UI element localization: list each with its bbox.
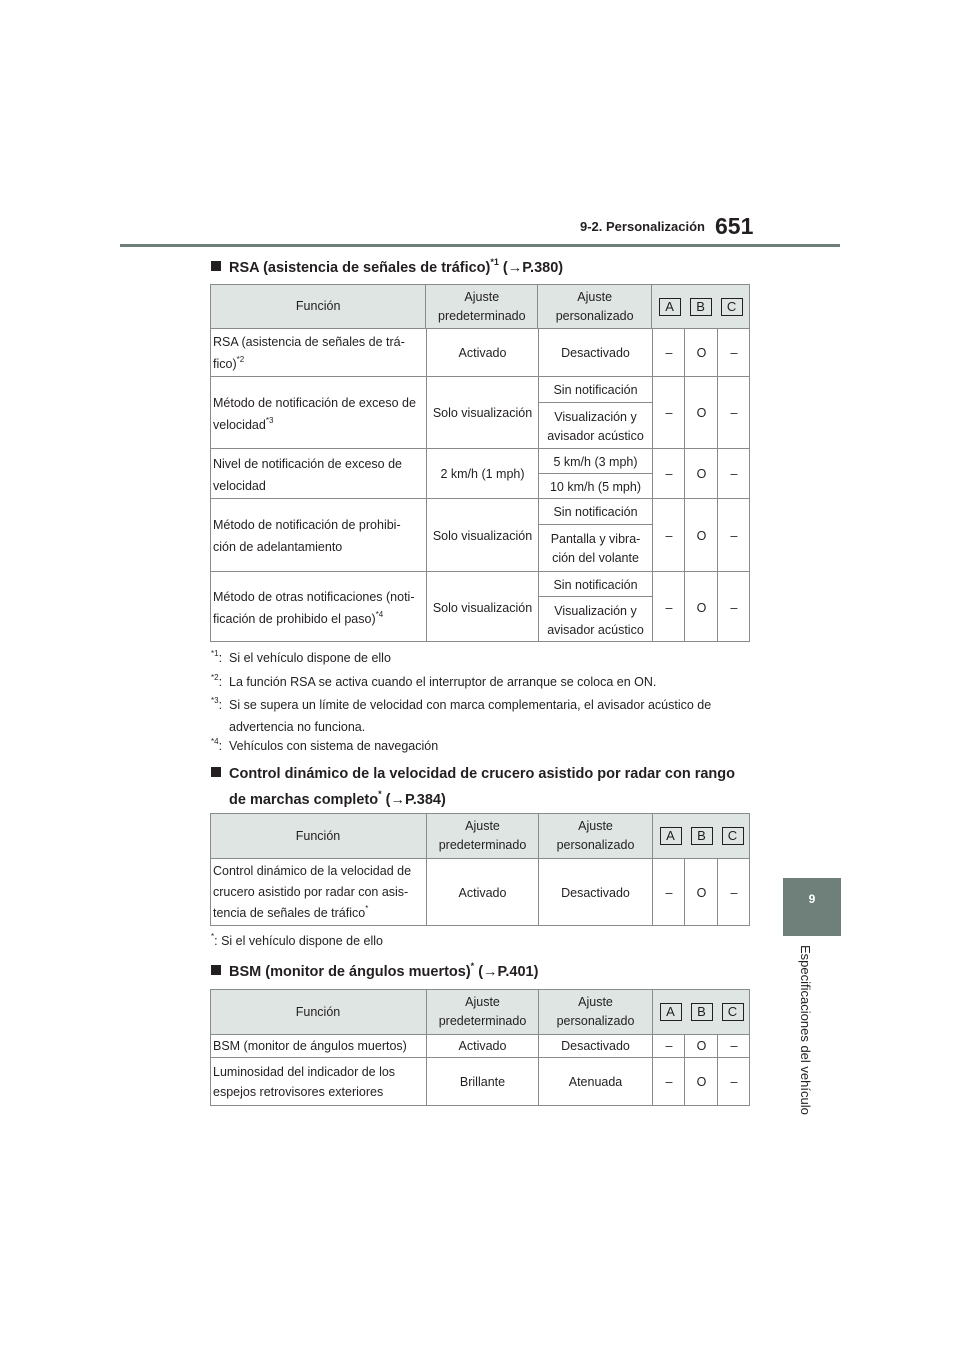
col-c: C: [721, 298, 743, 316]
footnote-text: Si se supera un límite de velocidad con marca complementaria, el avisador acústico de advertencia no funciona.: [229, 698, 712, 734]
col-c: C: [722, 827, 744, 845]
section-title: 9-2. Personalización: [580, 219, 705, 234]
acc-table: [210, 813, 750, 926]
rsa-row-func: [213, 500, 425, 572]
rsa-footnote: $^{*4}$: Vehículos con sistema de navegación: [211, 737, 741, 757]
rsa-func-text: Método de notificación de prohibi- ción de adelantamiento: [213, 518, 401, 554]
rsa-row-pers: Desactivado: [561, 345, 630, 360]
chapter-number: 9: [808, 892, 816, 906]
rsa-row-c: –: [730, 406, 738, 420]
rsa-func-text: Método de notificación de exceso de velocidad: [213, 395, 416, 432]
col-funcion: Función: [211, 285, 426, 329]
rsa-row-c: –: [730, 467, 738, 481]
rsa-row-b: O: [696, 467, 707, 481]
acc-note: *: Si el vehículo dispone de ello: [211, 932, 383, 948]
rsa-row-pred: Solo visualización: [432, 406, 533, 420]
col-a: A: [660, 827, 682, 845]
bsm-row1-func: Luminosidad del indicador de los espejos retrovisores exteriores: [213, 1065, 396, 1099]
rsa-row-pers: Pantalla y vibra- ción del volante: [550, 532, 641, 565]
col-abc: [653, 989, 750, 1034]
rsa-row-c: –: [730, 528, 738, 543]
rsa-row-c: –: [730, 345, 738, 360]
rsa-row-b: O: [696, 345, 707, 360]
bsm-row0-func: BSM (monitor de ángulos muertos): [213, 1039, 407, 1053]
rsa-row-b: O: [696, 406, 707, 420]
bsm-row1-b: O: [696, 1075, 707, 1089]
rsa-func-text: RSA (asistencia de señales de trá- fico): [213, 335, 405, 371]
col-ajuste-pers: Ajuste personalizado: [556, 818, 635, 852]
rsa-table: [210, 284, 750, 329]
page-number: 651: [715, 213, 754, 239]
col-c: C: [722, 1003, 744, 1021]
footnote-mark: *4: [211, 737, 219, 746]
bsm-heading: BSM (monitor de ángulos muertos)* (→P.401): [211, 960, 538, 984]
acc-row-pred: Activado: [458, 885, 507, 900]
acc-row-b: O: [696, 885, 707, 900]
rsa-row-c: –: [730, 600, 738, 615]
footnote-mark: *4: [375, 610, 384, 619]
col-abc: [653, 813, 750, 858]
rsa-footnote: $^{*2}$: La función RSA se activa cuando el interruptor de arranque se coloca en ON.: [211, 673, 741, 693]
acc-row-a: –: [665, 885, 673, 900]
bsm-row1-c: –: [730, 1075, 738, 1089]
rsa-row-pred: Solo visualización: [432, 528, 533, 543]
footnote-mark: *1: [211, 649, 219, 658]
rsa-row-pers: 10 km/h (5 mph): [549, 479, 641, 494]
acc-row-func: Control dinámico de la velocidad de crucero asistido por radar con asis- tencia de señales de tráfico*: [213, 864, 412, 920]
rsa-footnote: $^{*1}$: Si el vehículo dispone de ello: [211, 649, 741, 669]
rsa-row-a: –: [665, 600, 673, 615]
rsa-row-pred: Activado: [458, 345, 507, 360]
rsa-func-text: Nivel de notificación de exceso de velocidad: [213, 456, 403, 493]
table-header-row: [211, 285, 750, 329]
col-a: A: [659, 298, 681, 316]
col-ajuste-pred: Ajuste predeterminado: [438, 994, 527, 1028]
rsa-row-a: –: [665, 406, 673, 420]
bsm-row0-b: O: [696, 1039, 707, 1053]
footnote-text: La función RSA se activa cuando el interruptor de arranque se coloca en ON.: [229, 675, 657, 689]
rsa-row-pers: Visualización y avisador acústico: [547, 409, 644, 443]
bullet-square-icon: [211, 767, 221, 777]
col-abc: [652, 285, 750, 329]
col-ajuste-pers: Ajuste personalizado: [538, 285, 652, 329]
footnote-mark: *2: [236, 355, 245, 364]
footnote-mark: *3: [211, 696, 219, 705]
footnote-mark: *2: [211, 673, 219, 682]
rsa-row-pred: Solo visualización: [432, 600, 533, 615]
rsa-row-b: O: [696, 528, 707, 543]
bsm-row1-pred: Brillante: [459, 1075, 506, 1089]
bsm-table: [210, 989, 750, 1106]
rsa-row-a: –: [665, 467, 673, 481]
acc-heading: Control dinámico de la velocidad de crucero asistido por radar con rango de marchas completo* (→P.384): [211, 762, 751, 812]
bsm-row1-pers: Atenuada: [568, 1075, 623, 1089]
rsa-heading: RSA (asistencia de señales de tráfico)$^{*1}$ (→P.380): [211, 256, 563, 280]
chapter-label-text: Especificaciones del vehículo: [798, 945, 813, 1115]
acc-row-c: –: [730, 885, 738, 900]
footnote-text: Vehículos con sistema de navegación: [229, 739, 439, 753]
col-ajuste-pred: Ajuste predeterminado: [438, 818, 527, 852]
chapter-tab: [783, 878, 841, 936]
rsa-row-pers: Sin notificación: [553, 505, 638, 519]
footnote-text: Si el vehículo dispone de ello: [229, 651, 391, 665]
rsa-row-a: –: [665, 528, 673, 543]
bsm-row1-a: –: [665, 1075, 673, 1089]
rsa-row-pers: 5 km/h (3 mph): [553, 454, 638, 469]
rsa-row-a: –: [665, 345, 673, 360]
bullet-square-icon: [211, 965, 221, 975]
bsm-row0-pers: Desactivado: [561, 1039, 630, 1053]
col-b: B: [691, 1003, 713, 1021]
rsa-row-pers: Sin notificación: [553, 577, 638, 592]
rsa-func-text: Método de otras notificaciones (noti- ficación de prohibido el paso): [213, 590, 415, 626]
col-a: A: [660, 1003, 682, 1021]
bullet-square-icon: [211, 261, 221, 271]
footnote-mark: *3: [265, 415, 274, 425]
bsm-row0-pred: Activado: [458, 1039, 507, 1053]
rsa-row-pers: Sin notificación: [553, 383, 638, 397]
header-rule: [120, 244, 840, 247]
rsa-row-pred: 2 km/h (1 mph): [440, 467, 525, 481]
rsa-row-func: [213, 573, 425, 643]
acc-row-pers: Desactivado: [561, 885, 630, 900]
col-ajuste-pred: Ajuste predeterminado: [426, 285, 538, 329]
rsa-row-pers: Visualización y avisador acústico: [547, 603, 644, 637]
bsm-row0-c: –: [730, 1039, 738, 1053]
col-funcion: Función: [295, 1004, 341, 1019]
col-ajuste-pers: Ajuste personalizado: [556, 994, 635, 1028]
chapter-label: [793, 945, 815, 1135]
rsa-row-func: [213, 329, 425, 377]
rsa-footnote: $^{*3}$: Si se supera un límite de velocidad con marca complementaria, el avisador acústico de advertencia no funciona.: [211, 696, 741, 738]
rsa-row-func: [213, 378, 425, 449]
bsm-row0-a: –: [665, 1039, 673, 1053]
col-b: B: [690, 298, 712, 316]
rsa-row-func: [213, 450, 425, 499]
col-funcion: Función: [295, 828, 341, 843]
col-b: B: [691, 827, 713, 845]
rsa-row-b: O: [696, 600, 707, 615]
